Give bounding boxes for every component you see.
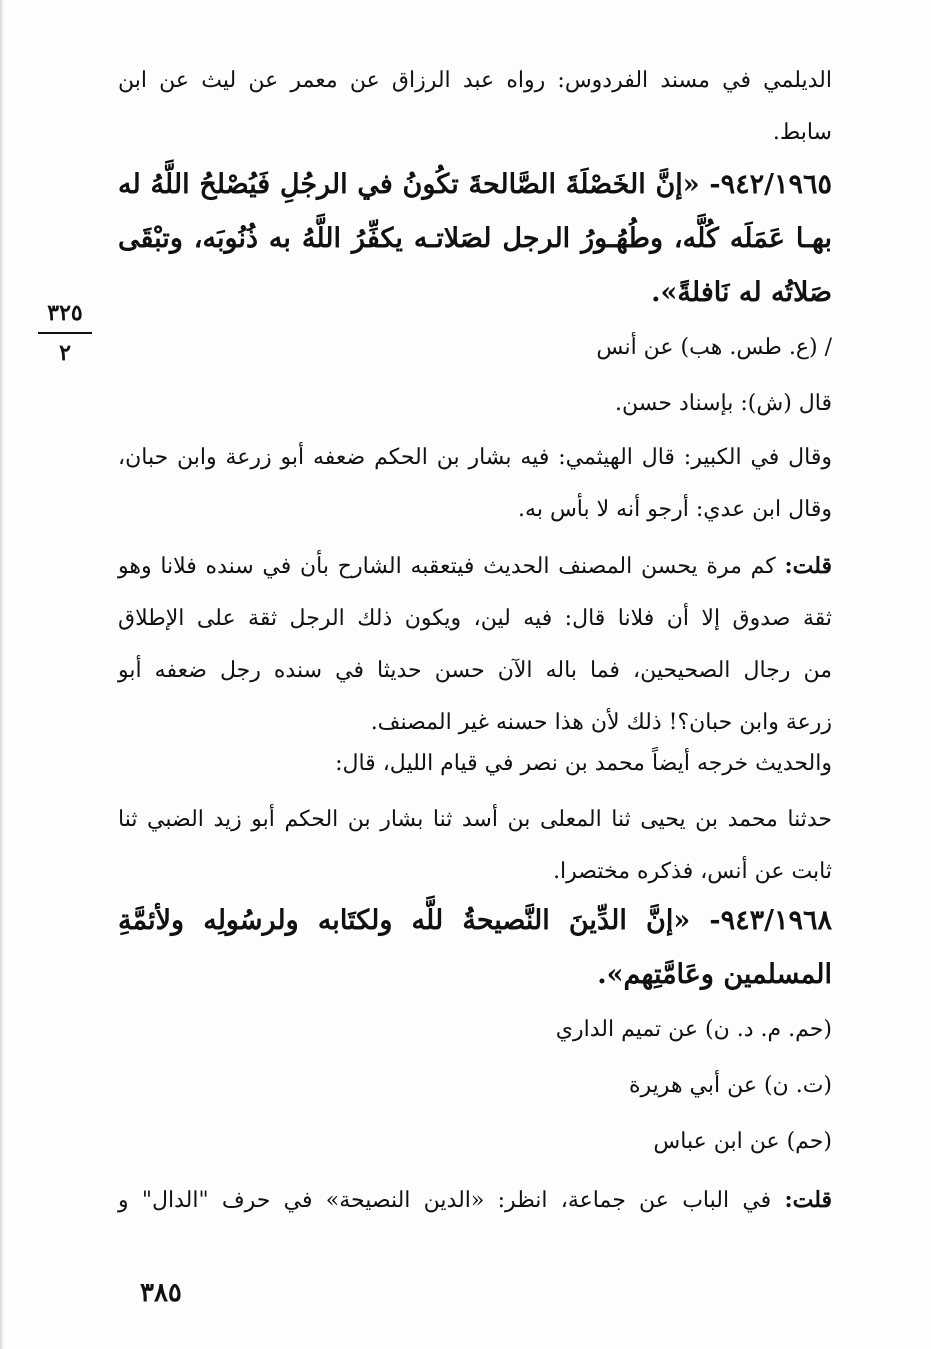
text-line: ثابت عن أنس، فذكره مختصرا. xyxy=(553,859,832,884)
text-line: ثقة صدوق إلا أن فلانا قال: فيه لين، ويكون ذلك الرجل ثقة على الإطلاق xyxy=(118,606,832,631)
qultu-text: في الباب عن جماعة، انظر: «الدين النصيحة» في حرف "الدال" و xyxy=(118,1188,772,1213)
paragraph-daylami xyxy=(118,55,832,159)
source-slash: / xyxy=(824,335,832,360)
paragraph-hadith-takhrij xyxy=(118,738,832,790)
hadith-line: ٩٤٣/١٩٦٨- «إنَّ الدِّينَ النَّصيحةُ للَّه ولكتَابه ولرسُولِه ولأئمَّةِ xyxy=(118,905,832,936)
text-line: قال (ش): بإسناد حسن. xyxy=(615,391,832,416)
text-line xyxy=(118,540,832,593)
qultu-label: قلت: xyxy=(784,553,833,579)
source-line: (حم. م. د. ن) عن تميم الداري xyxy=(555,1017,832,1042)
hadith-line: المسلمين وعَامَّتِهم». xyxy=(597,959,832,990)
hadith-line: صَلاتُه له نَافلةً». xyxy=(651,277,832,308)
text-line: زرعة وابن حبان؟! ذلك لأن هذا حسنه غير المصنف. xyxy=(370,710,832,735)
paragraph-sharh xyxy=(118,378,832,430)
paragraph-qultu-2 xyxy=(118,1174,832,1227)
source-line: (حم) عن ابن عباس xyxy=(653,1129,832,1154)
paragraph-kabir xyxy=(118,432,832,536)
page-number: ٣٨٥ xyxy=(140,1278,182,1308)
hadith-942 xyxy=(118,158,832,320)
qultu-label: قلت: xyxy=(784,1187,832,1213)
source-line xyxy=(118,322,832,374)
paragraph-qultu-1 xyxy=(118,540,832,749)
text-line: والحديث خرجه أيضاً محمد بن نصر في قيام الليل، قال: xyxy=(335,751,832,776)
margin-reference-bottom: ٢ xyxy=(59,340,71,366)
text-line: الديلمي في مسند الفردوس: رواه عبد الرزاق عن معمر عن ليث عن ابن xyxy=(118,68,832,93)
margin-reference-top: ٣٢٥ xyxy=(47,300,83,326)
source-line: (ت. ن) عن أبي هريرة xyxy=(629,1073,832,1098)
text-line: سابط. xyxy=(772,120,832,145)
margin-reference xyxy=(38,300,92,366)
source-text: (ع. طس. هب) عن أنس xyxy=(596,335,818,360)
text-line: وقال ابن عدي: أرجو أنه لا بأس به. xyxy=(518,497,832,522)
text-line: من رجال الصحيحين، فما باله الآن حسن حديثا في سنده رجل ضعفه أبو xyxy=(118,658,832,683)
text-line xyxy=(118,1174,832,1227)
hadith-943-sources xyxy=(118,1116,832,1168)
hadith-line: بهـا عَمَلَه كُلَّه، وطُهُـورُ الرجل لصَلاتـه يكفِّرُ اللَّهُ به ذُنُوبَه، وتبْقَى xyxy=(118,223,832,254)
text-line: وقال في الكبير: قال الهيثمي: فيه بشار بن الحكم ضعفه أبو زرعة وابن حبان، xyxy=(118,445,832,470)
hadith-942-source xyxy=(118,322,832,374)
paragraph-isnad xyxy=(118,794,832,898)
text-line: حدثنا محمد بن يحيى ثنا المعلى بن أسد ثنا بشار بن الحكم أبو زيد الضبي ثنا xyxy=(118,807,832,832)
page-edge-shadow xyxy=(0,0,4,1349)
hadith-line: ٩٤٢/١٩٦٥- «إنَّ الخَصْلَةَ الصَّالحةَ تكُونُ في الرجُلِ فَيُصْلحُ اللَّهُ له xyxy=(118,169,832,200)
qultu-text: كم مرة يحسن المصنف الحديث فيتعقبه الشارح بأن في سنده فلانا وهو xyxy=(118,554,776,579)
hadith-943-sources xyxy=(118,1004,832,1056)
hadith-943-sources xyxy=(118,1060,832,1112)
hadith-943 xyxy=(118,894,832,1002)
margin-reference-rule xyxy=(38,332,92,334)
